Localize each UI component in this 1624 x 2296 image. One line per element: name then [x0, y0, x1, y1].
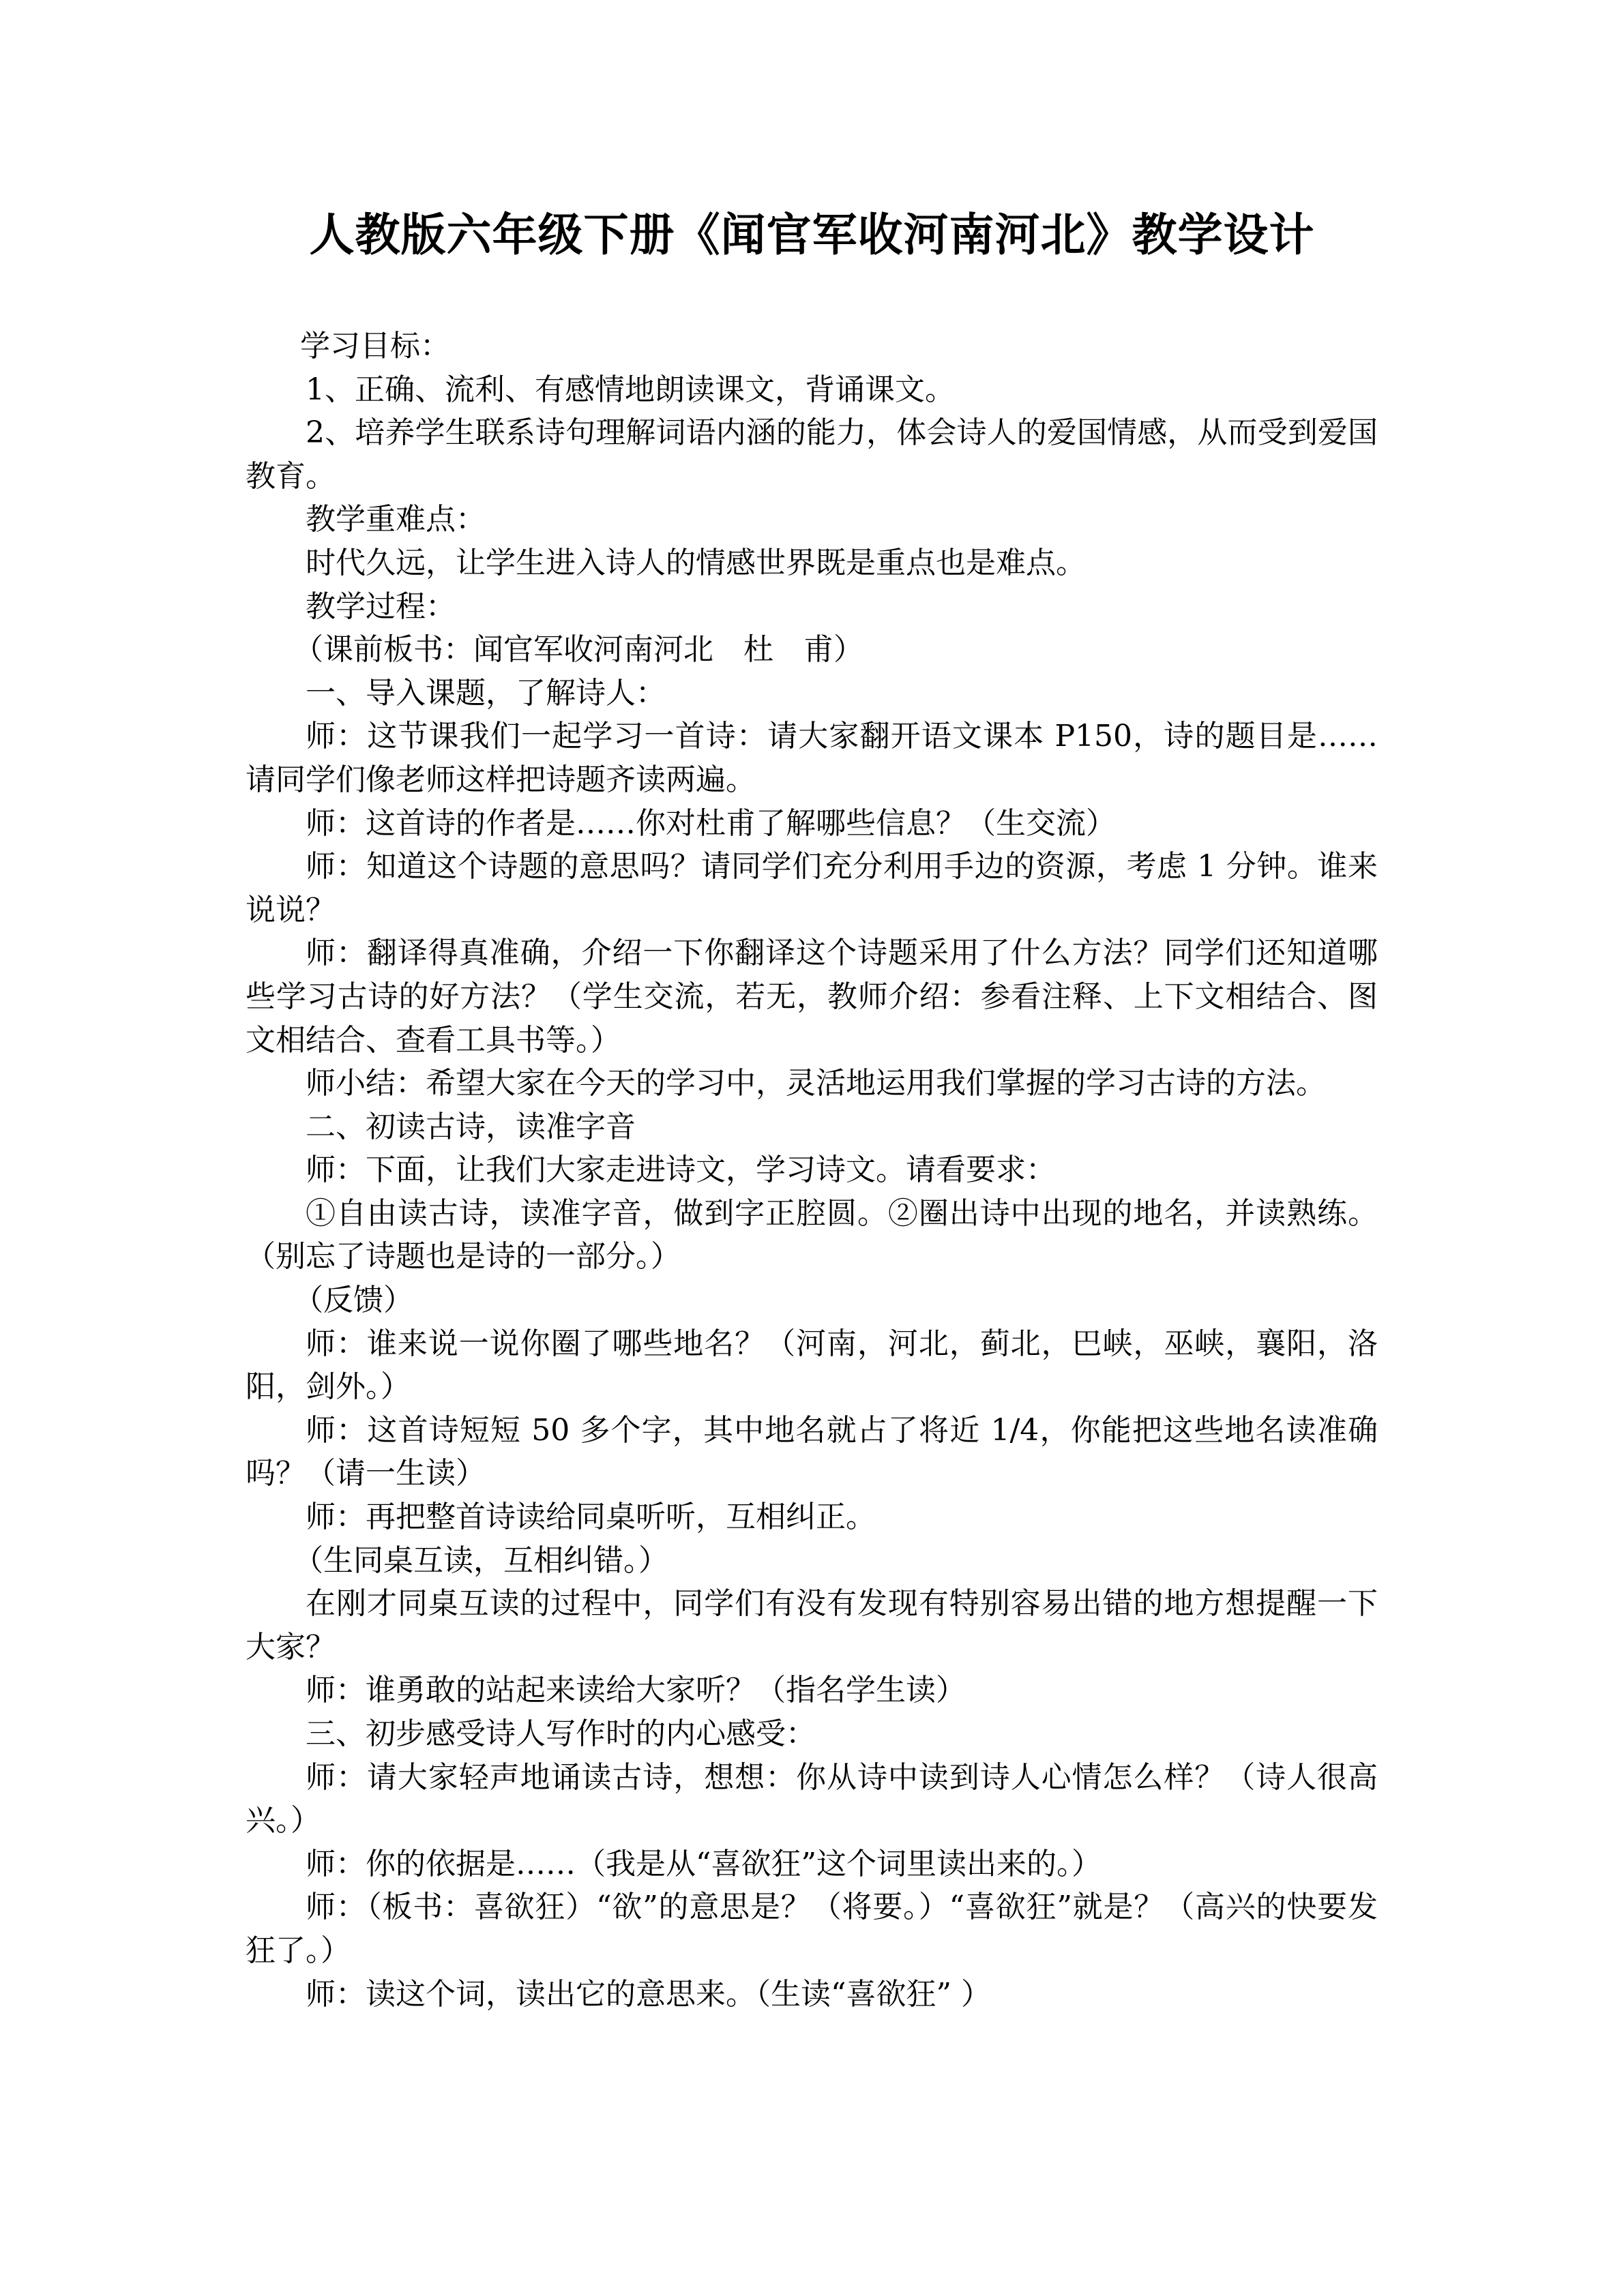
paragraph: 师：这首诗的作者是……你对杜甫了解哪些信息？（生交流） [306, 805, 1116, 841]
paragraph-board-note: （课前板书：闻官军收河南河北 杜 甫） [293, 632, 863, 668]
document-title: 人教版六年级下册《闻官军收河南河北》教学设计 [309, 209, 1315, 261]
paragraph: 师：请大家轻声地诵读古诗，想想：你从诗中读到诗人心情怎么样？（诗人很高兴。） [246, 1759, 1378, 1838]
paragraph: 师：这节课我们一起学习一首诗：请大家翻开语文课本 P150，诗的题目是……请同学们像老师这样把诗题齐读两遍。 [246, 719, 1378, 797]
section-heading-3: 三、初步感受诗人写作时的内心感受： [306, 1716, 816, 1751]
paragraph: 师：这首诗短短 50 多个字，其中地名就占了将近 1/4，你能把这些地名读准确吗？（请一生读） [246, 1412, 1378, 1491]
paragraph: 师：翻译得真准确，介绍一下你翻译这个诗题采用了什么方法？同学们还知道哪些学习古诗的好方法？（学生交流，若无，教师介绍：参看注释、上下文相结合、图文相结合、查看工具书等。） [246, 936, 1378, 1058]
paragraph-key-points: 教学重难点： [306, 502, 486, 537]
paragraph: 师：谁来说一说你圈了哪些地名？（河南，河北，蓟北，巴峡，巫峡，襄阳，洛阳，剑外。） [246, 1326, 1378, 1405]
paragraph-feedback: （反馈） [293, 1283, 413, 1318]
section-heading-1: 一、导入课题，了解诗人： [306, 675, 666, 711]
paragraph-learning-goals: 学习目标： [300, 329, 450, 363]
paragraph: 师：下面，让我们大家走进诗文，学习诗文。请看要求： [306, 1152, 1056, 1188]
paragraph: 师：再把整首诗读给同桌听听，互相纠正。 [306, 1500, 876, 1535]
paragraph-goal-1: 1、正确、流利、有感情地朗读课文，背诵课文。 [306, 372, 955, 407]
paragraph: 师：（板书：喜欲狂）“欲”的意思是？（将要。）“喜欲狂”就是？（高兴的快要发狂了。） [246, 1890, 1378, 1968]
paragraph: 师小结：希望大家在今天的学习中，灵活地运用我们掌握的学习古诗的方法。 [306, 1066, 1326, 1101]
paragraph-process: 教学过程： [306, 588, 456, 624]
paragraph: ①自由读古诗，读准字音，做到字正腔圆。②圈出诗中出现的地名，并读熟练。（别忘了诗题也是诗的一部分。） [246, 1195, 1378, 1274]
paragraph: 师：谁勇敢的站起来读给大家听？（指名学生读） [306, 1673, 966, 1708]
paragraph: （生同桌互读，互相纠错。） [293, 1542, 668, 1578]
paragraph: 师：知道这个诗题的意思吗？请同学们充分利用手边的资源，考虑 1 分钟。谁来说说？ [246, 849, 1378, 927]
paragraph: 师：读这个词，读出它的意思来。（生读“喜欲狂” ） [306, 1976, 991, 2012]
section-heading-2: 二、初读古诗，读准字音 [306, 1109, 636, 1144]
paragraph: 师：你的依据是……（我是从“喜欲狂”这个词里读出来的。） [306, 1846, 1102, 1881]
paragraph: 在刚才同桌互读的过程中，同学们有没有发现有特别容易出错的地方想提醒一下大家？ [246, 1586, 1378, 1665]
paragraph-goal-2: 2、培养学生联系诗句理解词语内涵的能力，体会诗人的爱国情感，从而受到爱国教育。 [246, 415, 1378, 494]
paragraph-key-points-text: 时代久远，让学生进入诗人的情感世界既是重点也是难点。 [306, 545, 1086, 580]
document-body [246, 325, 1378, 2016]
